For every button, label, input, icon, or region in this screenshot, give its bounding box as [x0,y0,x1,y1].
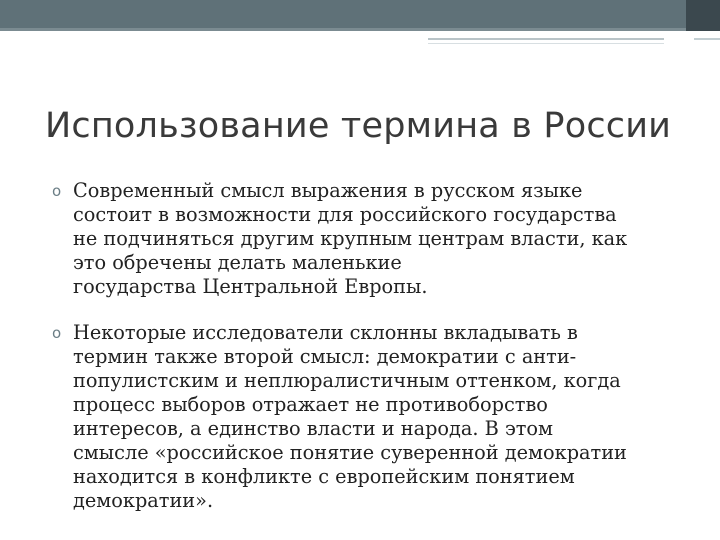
bullet-text: Некоторые исследователи склонны вкладывать в термин также второй смысл: демократии с анти- популистским и неплюралистичным оттенком, когда процесс выборов отражает не противоборство интересов, а единство власти и народа. В этом смысле «российское понятие суверенной демократии находится в конфликте с европейским понятием демократии». [73,321,627,512]
header-band [0,0,720,31]
bullet-item [52,179,692,299]
header-band-stripe [0,28,720,31]
decorative-rule-thin [428,43,664,44]
decorative-rule-corner [694,38,720,40]
bullet-text: Современный смысл выражения в русском языке состоит в возможности для российского государства не подчиняться другим крупным центрам власти, как это обречены делать маленькие государства Центральной Европы. [73,179,628,298]
bullet-marker-icon: o [52,324,62,342]
slide-title: Использование термина в России [45,106,672,146]
bullet-marker-icon: o [52,182,62,200]
header-corner-block [686,0,720,31]
bullet-item [52,321,692,513]
decorative-rule [428,38,664,40]
slide-body [52,179,692,535]
